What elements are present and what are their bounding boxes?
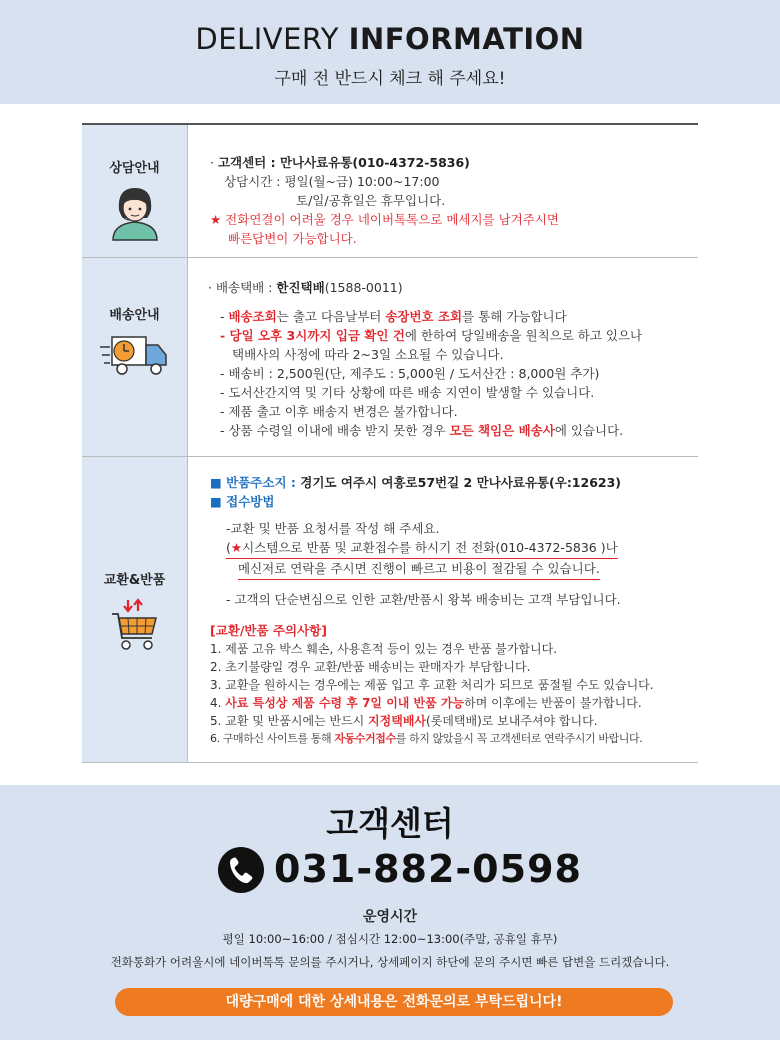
footer-title: 고객센터 bbox=[326, 804, 454, 843]
title-light: DELIVERY bbox=[195, 22, 349, 56]
phone-block bbox=[0, 845, 780, 895]
consult-content bbox=[188, 124, 699, 258]
consult-line3: 토/일/공휴일은 휴무입니다. bbox=[296, 193, 446, 208]
header bbox=[0, 0, 780, 104]
caution-item-1: 1. 제품 고유 박스 훼손, 사용흔적 등이 있는 경우 반품 불가합니다. bbox=[210, 642, 558, 656]
page-subtitle: 구매 전 반드시 체크 해 주세요! bbox=[274, 69, 506, 89]
delivery-line2: - 당일 오후 3시까지 입금 확인 건에 한하여 당일배송을 원칙으로 하고 있으나 bbox=[220, 328, 643, 343]
returns-method-label: ■ 접수방법 bbox=[210, 494, 275, 509]
returns-method-line1: -교환 및 반품 요청서를 작성 해 주세요. bbox=[226, 521, 440, 536]
consult-label: 상담안내 bbox=[109, 161, 160, 176]
caution-item-5: 5. 교환 및 반품시에는 반드시 지정택배사(롯데택배)로 보내주셔야 합니다. bbox=[210, 714, 598, 728]
delivery-line5: - 도서산간지역 및 기타 상황에 따른 배송 지연이 발생할 수 있습니다. bbox=[220, 385, 595, 400]
caution-item-3: 3. 교환을 원하시는 경우에는 제품 입고 후 교환 처리가 되므로 품절될 수도 있습니다. bbox=[210, 678, 654, 692]
returns-method-line3: 메신저로 연락을 주시면 진행이 빠르고 비용이 절감될 수 있습니다. bbox=[210, 559, 698, 580]
phone-icon bbox=[218, 847, 264, 893]
consult-label-cell bbox=[82, 124, 188, 258]
caution-list bbox=[210, 640, 698, 748]
consult-line5: 빠른답변이 가능합니다. bbox=[228, 231, 357, 246]
caution-title: [교환/반품 주의사항] bbox=[210, 623, 327, 638]
delivery-line1: - 배송조회는 출고 다음날부터 송장번호 조회를 통해 가능합니다 bbox=[220, 309, 567, 324]
page-title bbox=[0, 22, 780, 56]
title-bold: INFORMATION bbox=[348, 22, 585, 56]
delivery-line4: - 배송비 : 2,500원(단, 제주도 : 5,000원 / 도서산간 : 8,000원 추가) bbox=[220, 366, 600, 381]
returns-label-cell bbox=[82, 457, 188, 763]
consult-row bbox=[82, 124, 698, 258]
delivery-label: 배송안내 bbox=[109, 308, 160, 323]
consult-line4: ★ 전화연결이 어려울 경우 네이버톡톡으로 메세지를 남겨주시면 bbox=[210, 212, 559, 227]
phone-number[interactable]: 031-882-0598 bbox=[274, 847, 582, 891]
consult-phone-text: 고객센터 : 만나사료유통(010-4372-5836) bbox=[217, 155, 470, 170]
delivery-row bbox=[82, 258, 698, 457]
return-address: 경기도 여주시 여흥로57번길 2 만나사료유통(우:12623) bbox=[300, 475, 622, 490]
consult-line1: · 고객센터 : 만나사료유통(010-4372-5836) bbox=[210, 155, 470, 170]
returns-address: ■ 반품주소지 : 경기도 여주시 여흥로57번길 2 만나사료유통(우:12623) bbox=[210, 475, 622, 490]
delivery-line6: - 제품 출고 이후 배송지 변경은 불가합니다. bbox=[220, 404, 458, 419]
hours-text: 평일 10:00~16:00 / 점심시간 12:00~13:00(주말, 공휴일 휴무) bbox=[222, 932, 558, 946]
shopping-cart-icon bbox=[110, 598, 160, 654]
returns-row bbox=[82, 457, 698, 763]
carrier-name: 한진택배 bbox=[276, 280, 325, 295]
contact-note: 전화통화가 어려울시에 네이버톡톡 문의를 주시거나, 상세페이지 하단에 문의 주시면 빠른 답변을 드리겠습니다. bbox=[110, 955, 670, 969]
delivery-content bbox=[188, 258, 699, 457]
returns-method-line4: - 고객의 단순변심으로 인한 교환/반품시 왕복 배송비는 고객 부담입니다. bbox=[226, 592, 621, 607]
caution-item-4: 4. 사료 특성상 제품 수령 후 7일 이내 반품 가능하며 이후에는 반품이 불가합니다. bbox=[210, 696, 642, 710]
delivery-carrier: · 배송택배 : 한진택배(1588-0011) bbox=[208, 280, 403, 295]
caution-item-6: 6. 구매하신 사이트를 통해 자동수거접수를 하지 않았을시 꼭 고객센터로 연락주시기 바랍니다. bbox=[210, 732, 643, 745]
customer-center-footer bbox=[0, 785, 780, 1040]
delivery-label-cell bbox=[82, 258, 188, 457]
caution-item-2: 2. 초기불량일 경우 교환/반품 배송비는 판매자가 부담합니다. bbox=[210, 660, 531, 674]
returns-content bbox=[188, 457, 699, 763]
delivery-line7: - 상품 수령일 이내에 배송 받지 못한 경우 모든 책임은 배송사에 있습니다. bbox=[220, 423, 624, 438]
delivery-truck-icon bbox=[100, 333, 170, 379]
returns-method-line2: (★시스템으로 반품 및 교환접수를 하시기 전 전화(010-4372-5836 )나 bbox=[210, 538, 698, 559]
consultant-avatar-icon bbox=[109, 184, 161, 242]
consult-line2: 상담시간 : 평일(월~금) 10:00~17:00 bbox=[224, 174, 440, 189]
bulk-order-banner: 대량구매에 대한 상세내용은 전화문의로 부탁드립니다! bbox=[115, 988, 673, 1016]
info-table bbox=[82, 123, 698, 763]
returns-label: 교환&반품 bbox=[103, 573, 166, 588]
hours-label: 운영시간 bbox=[362, 909, 418, 925]
delivery-line3: 택배사의 사정에 따라 2~3일 소요될 수 있습니다. bbox=[232, 347, 504, 362]
